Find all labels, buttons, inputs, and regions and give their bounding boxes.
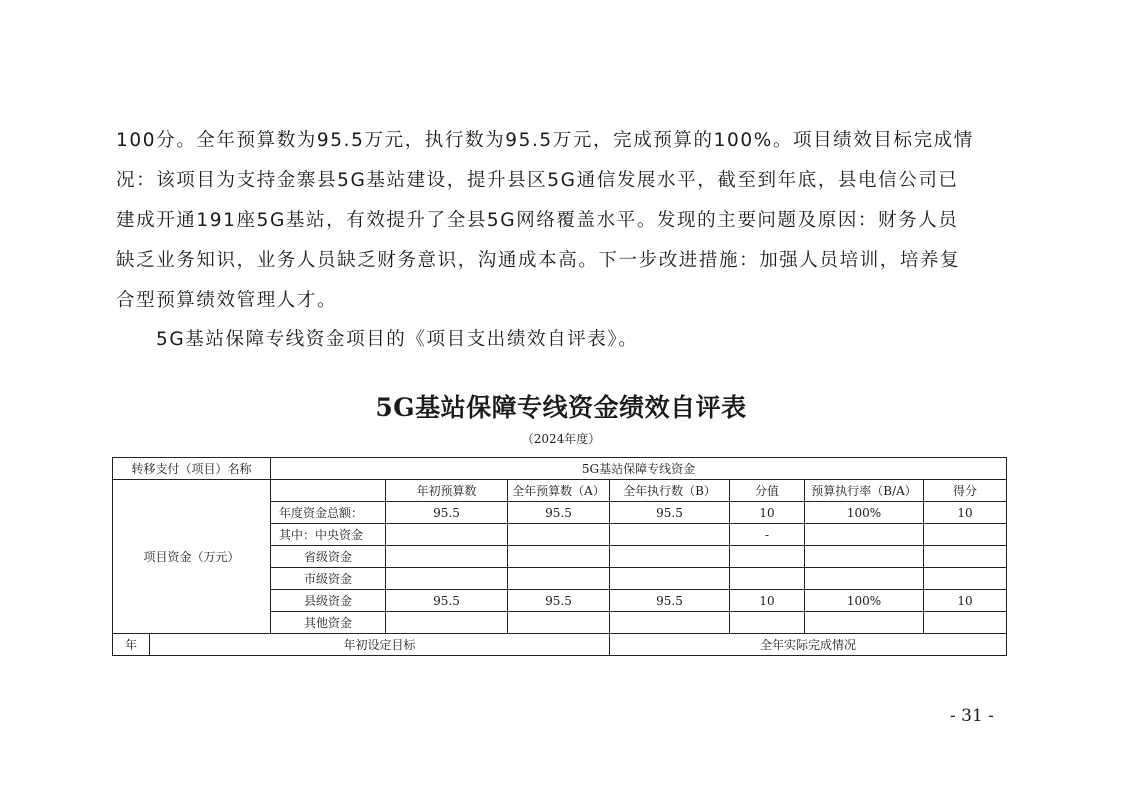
header-cell: 全年执行数（B） — [610, 480, 730, 502]
row-label: 县级资金 — [271, 590, 386, 612]
table-cell — [508, 568, 610, 590]
table-cell: 95.5 — [386, 502, 508, 524]
goal-initial-cell: 年初设定目标 — [150, 634, 610, 656]
paragraph-line: 合型预算绩效管理人才。 — [116, 290, 338, 311]
table-cell: 95.5 — [610, 502, 730, 524]
table-cell: 95.5 — [610, 590, 730, 612]
table-cell — [610, 612, 730, 634]
paragraph-line: 建成开通191座5G基站，有效提升了全县5G网络覆盖水平。发现的主要问题及原因：财务人员 — [116, 210, 959, 231]
table-cell — [924, 612, 1007, 634]
table-cell — [386, 524, 508, 546]
row-label: 其中：中央资金 — [271, 524, 386, 546]
table-cell: - — [730, 524, 805, 546]
funds-label-cell: 项目资金（万元） — [113, 480, 271, 634]
page-number: - 31 - — [950, 706, 994, 726]
table-cell: 95.5 — [386, 590, 508, 612]
table-cell: 10 — [924, 502, 1007, 524]
self-evaluation-table — [112, 457, 1007, 656]
table-header-row — [113, 480, 1007, 502]
table-cell — [805, 524, 924, 546]
table-cell — [730, 612, 805, 634]
table-cell — [924, 568, 1007, 590]
paragraph-line: 100分。全年预算数为95.5万元，执行数为95.5万元，完成预算的100%。项目绩效目标完成情 — [116, 130, 974, 151]
table-cell — [610, 568, 730, 590]
table-cell: 100% — [805, 590, 924, 612]
table-cell — [508, 524, 610, 546]
header-cell: 分值 — [730, 480, 805, 502]
paragraph-line: 缺乏业务知识，业务人员缺乏财务意识，沟通成本高。下一步改进措施：加强人员培训，培养复 — [116, 250, 961, 271]
table-cell — [805, 568, 924, 590]
table-cell — [805, 546, 924, 568]
table-cell — [508, 546, 610, 568]
header-cell: 年初预算数 — [386, 480, 508, 502]
header-cell: 预算执行率（B/A） — [805, 480, 924, 502]
table-cell — [386, 612, 508, 634]
table-row — [113, 634, 1007, 656]
table-cell: 95.5 — [508, 502, 610, 524]
body-paragraph — [116, 126, 1006, 350]
table-cell: 10 — [730, 502, 805, 524]
paragraph-line: 5G基站保障专线资金项目的《项目支出绩效自评表》。 — [156, 329, 639, 350]
table-cell — [610, 524, 730, 546]
header-cell: 全年预算数（A） — [508, 480, 610, 502]
table-cell — [924, 546, 1007, 568]
goal-year-cell: 年 — [113, 634, 150, 656]
name-label-cell: 转移支付（项目）名称 — [113, 458, 271, 480]
table-cell — [805, 612, 924, 634]
table-cell: 100% — [805, 502, 924, 524]
header-cell — [271, 480, 386, 502]
table-cell — [386, 568, 508, 590]
table-year: （2024年度） — [521, 432, 601, 446]
row-label: 市级资金 — [271, 568, 386, 590]
table-cell — [730, 568, 805, 590]
header-cell: 得分 — [924, 480, 1007, 502]
row-label: 省级资金 — [271, 546, 386, 568]
goal-actual-cell: 全年实际完成情况 — [610, 634, 1007, 656]
name-value-cell: 5G基站保障专线资金 — [271, 458, 1007, 480]
table-cell: 10 — [924, 590, 1007, 612]
table-cell — [386, 546, 508, 568]
table-cell — [730, 546, 805, 568]
row-label: 年度资金总额： — [271, 502, 386, 524]
table-row — [113, 458, 1007, 480]
table-cell — [610, 546, 730, 568]
table-title: 5G基站保障专线资金绩效自评表 — [375, 393, 747, 422]
paragraph-line: 况：该项目为支持金寨县5G基站建设，提升县区5G通信发展水平，截至到年底，县电信公司已 — [116, 170, 959, 191]
table-cell — [924, 524, 1007, 546]
table-cell: 10 — [730, 590, 805, 612]
table-cell — [508, 612, 610, 634]
row-label: 其他资金 — [271, 612, 386, 634]
table-cell: 95.5 — [508, 590, 610, 612]
